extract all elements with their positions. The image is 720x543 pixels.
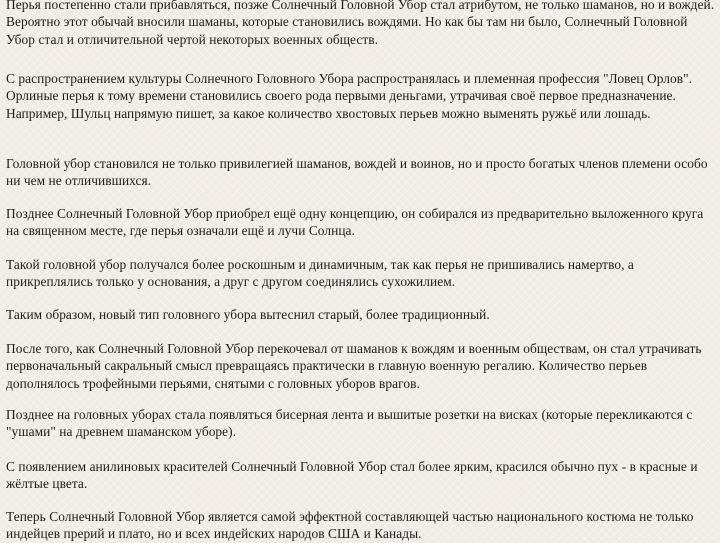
paragraph: После того, как Солнечный Головной Убор перекочевал от шаманов к вождям и военным обществам, он стал утрачивать первоначальный сакральный смысл превращаясь практически в главную военную регалию. Количество перьев дополнялось трофейными перьями, снятыми с головных уборов врагов. [6,341,702,391]
paragraph: Перья постепенно стали прибавляться, позже Солнечный Головной Убор стал атрибутом, не только шаманов, но и вождей. Вероятно этот обычай вносили шаманы, которые становились вождями. Но как бы там ни было, Солнечный Головной Убор стал и отличительной чертой некоторых военных обществ. [6,0,715,47]
paragraph: Позднее Солнечный Головной Убор приобрел ещё одну концепцию, он собирался из предварительно выложенного круга на священном месте, где перья означали ещё и лучи Солнца. [6,206,704,239]
paragraph: Теперь Солнечный Головной Убор является самой эффектной составляющей частью национального костюма не только индейцев прерий и плато, но и всех индейских народов США и Канады. [6,509,694,542]
paragraph: С распространением культуры Солнечного Головного Убора распространялась и племенная профессия "Ловец Орлов". Орлиные перья к тому времени становились своего рода первыми деньгами, утрачивая своё первое предназначение. Например, Шульц напрямую пишет, за какое количество хвостовых перьев можно выменять ружьё или лошадь. [6,71,693,121]
paragraph: Позднее на головных уборах стала появляться бисерная лента и вышитые розетки на висках (которые перекликаются с "ушами" на древнем шаманском уборе). [6,407,693,440]
paragraph: Головной убор становился не только привилегией шаманов, вождей и воинов, но и просто богатых членов племени особо ни чем не отличившихся. [6,156,708,189]
paragraph: С появлением анилиновых красителей Солнечный Головной Убор стал более ярким, красился обычно пух - в красные и жёлтые цвета. [6,459,698,492]
paragraph: Таким образом, новый тип головного убора вытеснил старый, более традиционный. [6,307,490,322]
paragraph: Такой головной убор получался более роскошным и динамичным, так как перья не пришивались намертво, а прикреплялись только у основания, а друг с другом соединялись сухожилием. [6,257,634,290]
